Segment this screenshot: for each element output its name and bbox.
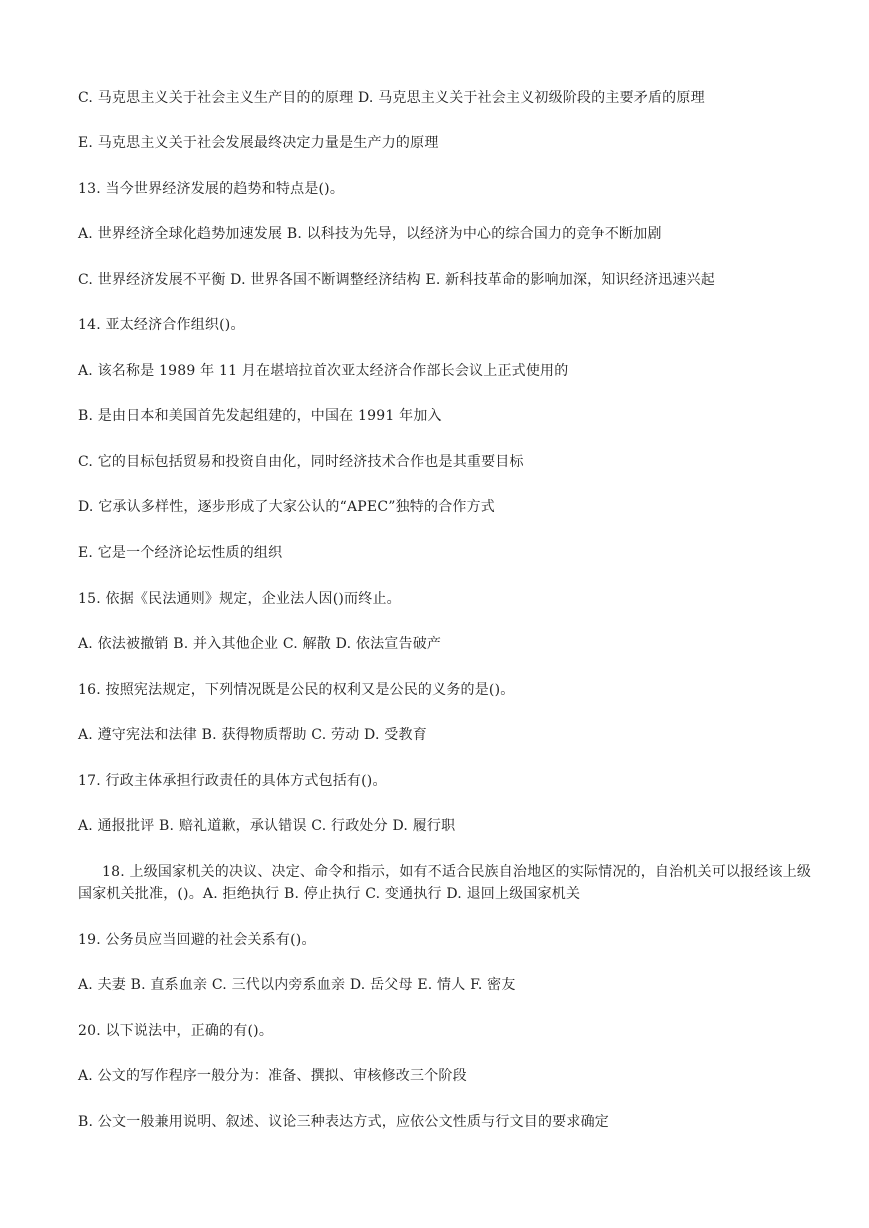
option-line-12-cd: C. 马克思主义关于社会主义生产目的的原理 D. 马克思主义关于社会主义初级阶段的主要矛盾的原理	[78, 90, 705, 106]
option-line-20-a: A. 公文的写作程序一般分为：准备、撰拟、审核修改三个阶段	[78, 1068, 467, 1084]
option-line-14-d: D. 它承认多样性，逐步形成了大家公认的“APEC”独特的合作方式	[78, 499, 496, 515]
question-20: 20. 以下说法中，正确的有()。	[78, 1023, 274, 1039]
question-13: 13. 当今世界经济发展的趋势和特点是()。	[78, 181, 345, 197]
option-line-15: A. 依法被撤销 B. 并入其他企业 C. 解散 D. 依法宣告破产	[78, 636, 442, 652]
option-line-19: A. 夫妻 B. 直系血亲 C. 三代以内旁系血亲 D. 岳父母 E. 情人 F. 密友	[78, 977, 516, 993]
option-line-14-a: A. 该名称是 1989 年 11 月在堪培拉首次亚太经济合作部长会议上正式使用的	[78, 363, 569, 379]
option-line-20-b: B. 公文一般兼用说明、叙述、议论三种表达方式，应依公文性质与行文目的要求确定	[78, 1114, 609, 1130]
question-18: 18. 上级国家机关的决议、决定、命令和指示，如有不适合民族自治地区的实际情况的，自治机关可以报经该上级国家机关批准，()。A. 拒绝执行 B. 停止执行 C. 变通执行 D. 退回上级国家机关	[78, 864, 812, 902]
option-line-14-b: B. 是由日本和美国首先发起组建的，中国在 1991 年加入	[78, 408, 442, 424]
option-line-14-e: E. 它是一个经济论坛性质的组织	[78, 545, 283, 561]
question-17: 17. 行政主体承担行政责任的具体方式包括有()。	[78, 773, 387, 789]
option-line-13-ab: A. 世界经济全球化趋势加速发展 B. 以科技为先导，以经济为中心的综合国力的竞争不断加剧	[78, 226, 662, 242]
option-line-13-cde: C. 世界经济发展不平衡 D. 世界各国不断调整经济结构 E. 新科技革命的影响加深，知识经济迅速兴起	[78, 272, 715, 288]
option-line-14-c: C. 它的目标包括贸易和投资自由化，同时经济技术合作也是其重要目标	[78, 454, 524, 470]
question-14: 14. 亚太经济合作组织()。	[78, 317, 245, 333]
option-line-16: A. 遵守宪法和法律 B. 获得物质帮助 C. 劳动 D. 受教育	[78, 727, 427, 743]
option-line-17: A. 通报批评 B. 赔礼道歉，承认错误 C. 行政处分 D. 履行职	[78, 818, 456, 834]
question-16: 16. 按照宪法规定，下列情况既是公民的权利又是公民的义务的是()。	[78, 682, 515, 698]
question-19: 19. 公务员应当回避的社会关系有()。	[78, 932, 316, 948]
question-15: 15. 依据《民法通则》规定，企业法人因()而终止。	[78, 591, 401, 607]
option-line-12-e: E. 马克思主义关于社会发展最终决定力量是生产力的原理	[78, 135, 439, 151]
